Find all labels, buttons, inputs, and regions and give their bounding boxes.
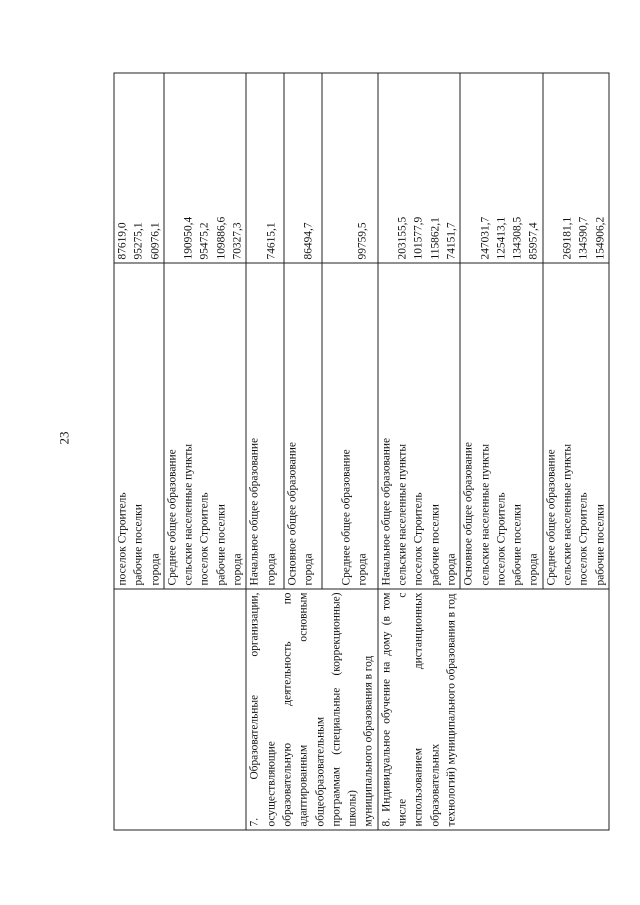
level-label: города bbox=[149, 553, 162, 585]
value-text bbox=[543, 76, 559, 259]
category-cell bbox=[114, 589, 246, 830]
category-line: технологий) муниципального образования в год bbox=[445, 593, 458, 826]
value-text: 109886,6 bbox=[215, 216, 228, 259]
value-cell bbox=[322, 73, 378, 263]
value-cell bbox=[378, 73, 460, 263]
level-label: Среднее общее образование bbox=[545, 448, 558, 585]
table-row bbox=[114, 73, 164, 830]
cost-table bbox=[114, 72, 610, 830]
level-label: поселок Строитель bbox=[495, 491, 508, 585]
level-label: рабочие поселки bbox=[215, 503, 228, 585]
level-cell bbox=[378, 263, 460, 589]
value-text: 190950,4 bbox=[182, 216, 195, 259]
value-text: 85957,4 bbox=[527, 221, 540, 259]
value-text bbox=[285, 76, 301, 259]
level-label: сельские населенные пункты bbox=[182, 443, 195, 585]
level-label: Среднее общее образование bbox=[166, 448, 179, 585]
category-cell bbox=[246, 589, 377, 830]
level-label: города bbox=[527, 553, 540, 585]
table-row bbox=[246, 73, 284, 830]
value-text: 125413,1 bbox=[495, 216, 508, 259]
value-text: 101577,9 bbox=[412, 216, 425, 259]
value-text: 74151,7 bbox=[445, 221, 458, 259]
value-text: 134590,7 bbox=[577, 216, 590, 259]
value-text: 95475,2 bbox=[198, 221, 211, 259]
value-text: 95275,1 bbox=[132, 221, 145, 259]
value-text: 134308,5 bbox=[511, 216, 524, 259]
value-text: 203155,5 bbox=[396, 216, 409, 259]
value-text: 87619,0 bbox=[116, 221, 129, 259]
level-label: Начальное общее образование bbox=[248, 437, 261, 585]
category-line: 8. Индивидуальное обучение на дому (в том числе с bbox=[380, 592, 409, 826]
category-line: муниципального образования в год bbox=[362, 655, 375, 826]
level-label bbox=[322, 266, 338, 585]
level-label: поселок Строитель bbox=[412, 491, 425, 585]
level-cell bbox=[246, 263, 284, 589]
category-cell bbox=[378, 589, 609, 830]
level-label: поселок Строитель bbox=[198, 491, 211, 585]
value-text: 154906,2 bbox=[594, 216, 607, 259]
value-text: 247031,7 bbox=[479, 216, 492, 259]
level-label: Основное общее образование bbox=[286, 441, 299, 585]
rotated-table-sheet bbox=[114, 73, 607, 830]
category-line: использованием дистанционных образовательных bbox=[412, 592, 442, 826]
level-label: рабочие поселки bbox=[132, 503, 145, 585]
value-text bbox=[461, 76, 477, 259]
value-text bbox=[339, 76, 355, 259]
level-cell bbox=[322, 263, 378, 589]
level-label: Среднее общее образование bbox=[340, 448, 353, 585]
value-text: 74615,1 bbox=[265, 221, 278, 259]
level-cell bbox=[543, 263, 609, 589]
value-cell bbox=[164, 73, 246, 263]
level-label: сельские населенные пункты bbox=[396, 443, 409, 585]
level-label: города bbox=[302, 553, 315, 585]
level-cell bbox=[114, 263, 164, 589]
category-line: программам (специальные (коррекционные) школы) bbox=[330, 592, 359, 826]
value-cell bbox=[246, 73, 284, 263]
value-cell bbox=[543, 73, 609, 263]
level-label: рабочие поселки bbox=[429, 503, 442, 585]
category-line: 7. Образовательные организации, осуществляющие bbox=[248, 592, 278, 826]
level-label: города bbox=[265, 553, 278, 585]
level-label: города bbox=[445, 553, 458, 585]
level-label: сельские населенные пункты bbox=[479, 443, 492, 585]
value-text: 70327,3 bbox=[231, 221, 244, 259]
level-label: Основное общее образование bbox=[462, 441, 475, 585]
value-text bbox=[378, 76, 394, 259]
category-line: адаптированным основным общеобразовательным bbox=[297, 592, 327, 826]
value-text: 269181,1 bbox=[561, 216, 574, 259]
value-text: 60976,1 bbox=[149, 221, 162, 259]
level-label: города bbox=[231, 553, 244, 585]
value-cell bbox=[460, 73, 542, 263]
level-label: рабочие поселки bbox=[511, 503, 524, 585]
category-line: образовательную деятельность по bbox=[281, 592, 294, 826]
level-label: города bbox=[356, 553, 369, 585]
value-text bbox=[322, 76, 338, 259]
value-text: 99759,5 bbox=[356, 221, 369, 259]
value-text: 115862,1 bbox=[429, 216, 442, 259]
value-cell bbox=[284, 73, 322, 263]
value-cell bbox=[114, 73, 164, 263]
level-label: Начальное общее образование bbox=[380, 437, 393, 585]
level-label: рабочие поселки bbox=[594, 503, 607, 585]
table-row bbox=[378, 73, 460, 830]
value-text bbox=[164, 76, 180, 259]
level-label: сельские населенные пункты bbox=[561, 443, 574, 585]
table-body bbox=[114, 73, 609, 830]
level-label: поселок Строитель bbox=[116, 491, 129, 585]
level-cell bbox=[460, 263, 542, 589]
level-cell bbox=[284, 263, 322, 589]
level-cell bbox=[164, 263, 246, 589]
level-label: поселок Строитель bbox=[577, 491, 590, 585]
value-text bbox=[247, 76, 263, 259]
page-number: 23 bbox=[56, 431, 72, 445]
value-text: 86494,7 bbox=[302, 221, 315, 259]
